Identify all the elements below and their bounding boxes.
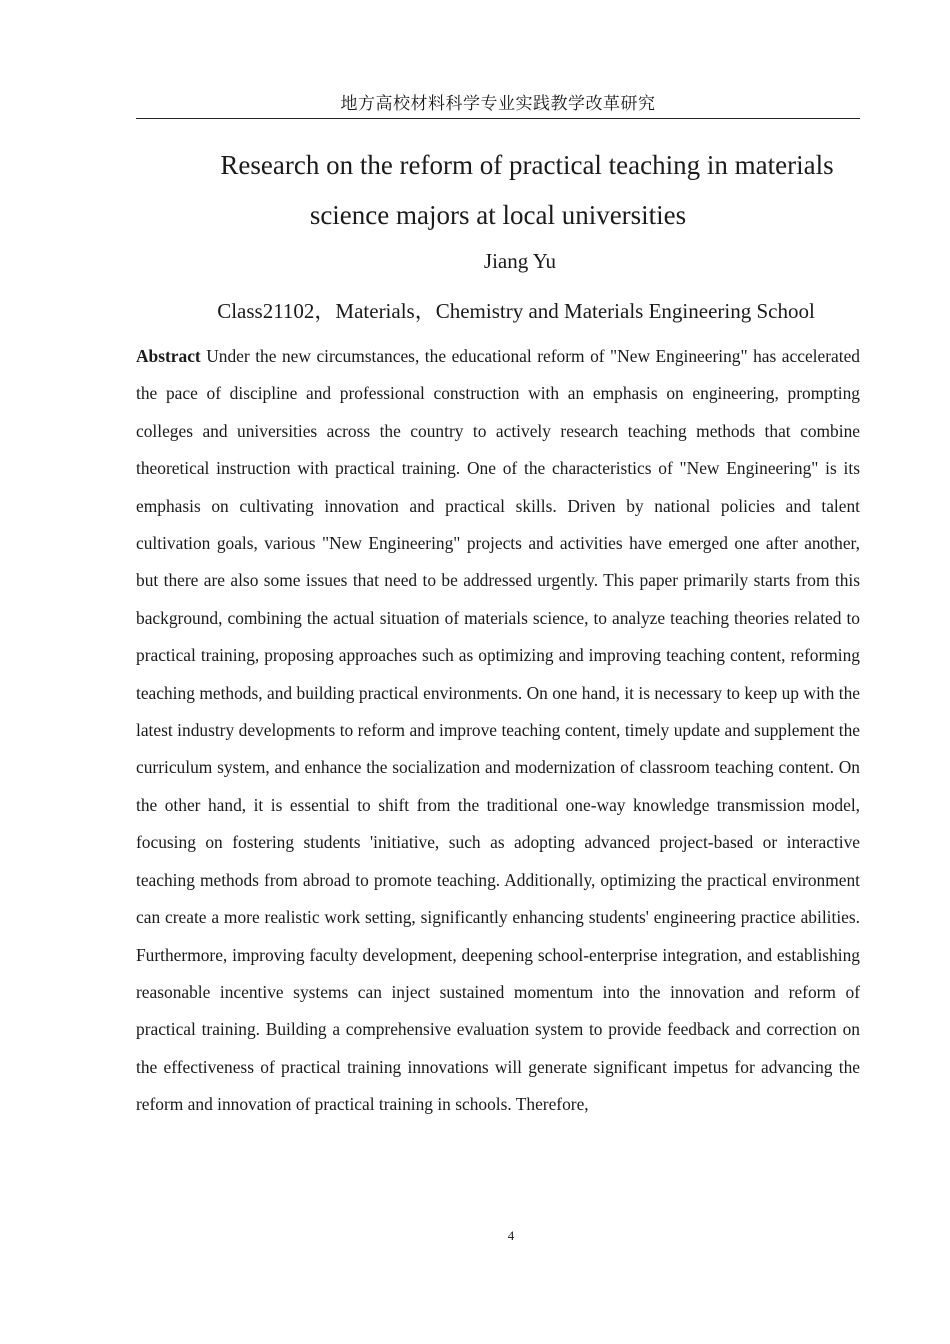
page-number: 4 — [507, 1228, 515, 1243]
paper-title — [136, 140, 860, 240]
header-rule — [136, 118, 860, 119]
running-header: 地方高校材料科学专业实践教学改革研究 — [340, 94, 656, 114]
author-affiliation: Class21102，Materials，Chemistry and Materials Engineering School — [217, 299, 815, 323]
abstract-body: Under the new circumstances, the educational reform of "New Engineering" has accelerated the pace of discipline and professional construction with an emphasis on engineering, prompting colleges and universities across the country to actively research teaching methods that combine theoretical instruction with practical training. One of the characteristics of "New Engineering" is its emphasis on cultivating innovation and practical skills. Driven by national policies and talent cultivation goals, various "New Engineering" projects and activities have emerged one after another, but there are also some issues that need to be addressed urgently. This paper primarily starts from this background, combining the actual situation of materials science, to analyze teaching theories related to practical training, proposing approaches such as optimizing and improving teaching content, reforming teaching methods, and building practical environments. On one hand, it is necessary to keep up with the latest industry developments to reform and improve teaching content, timely update and supplement the curriculum system, and enhance the socialization and modernization of classroom teaching content. On the other hand, it is essential to shift from the traditional one-way knowledge transmission model, focusing on fostering students 'initiative, such as adopting advanced project-based or interactive teaching methods from abroad to promote teaching. Additionally, optimizing the practical environment can create a more realistic work setting, significantly enhancing students' engineering practice abilities. Furthermore, improving faculty development, deepening school-enterprise integration, and establishing reasonable incentive systems can inject sustained momentum into the innovation and reform of practical training. Building a comprehensive evaluation system to provide feedback and correction on the effectiveness of practical training innovations will generate significant impetus for advancing the reform and innovation of practical training in schools. Therefore, — [136, 346, 860, 1115]
author-name: Jiang Yu — [483, 249, 557, 273]
paper-title-line-1: Research on the reform of practical teaching in materials — [220, 150, 834, 180]
abstract — [136, 338, 860, 1124]
abstract-label: Abstract — [136, 346, 201, 366]
paper-title-line-2: science majors at local universities — [309, 200, 687, 230]
